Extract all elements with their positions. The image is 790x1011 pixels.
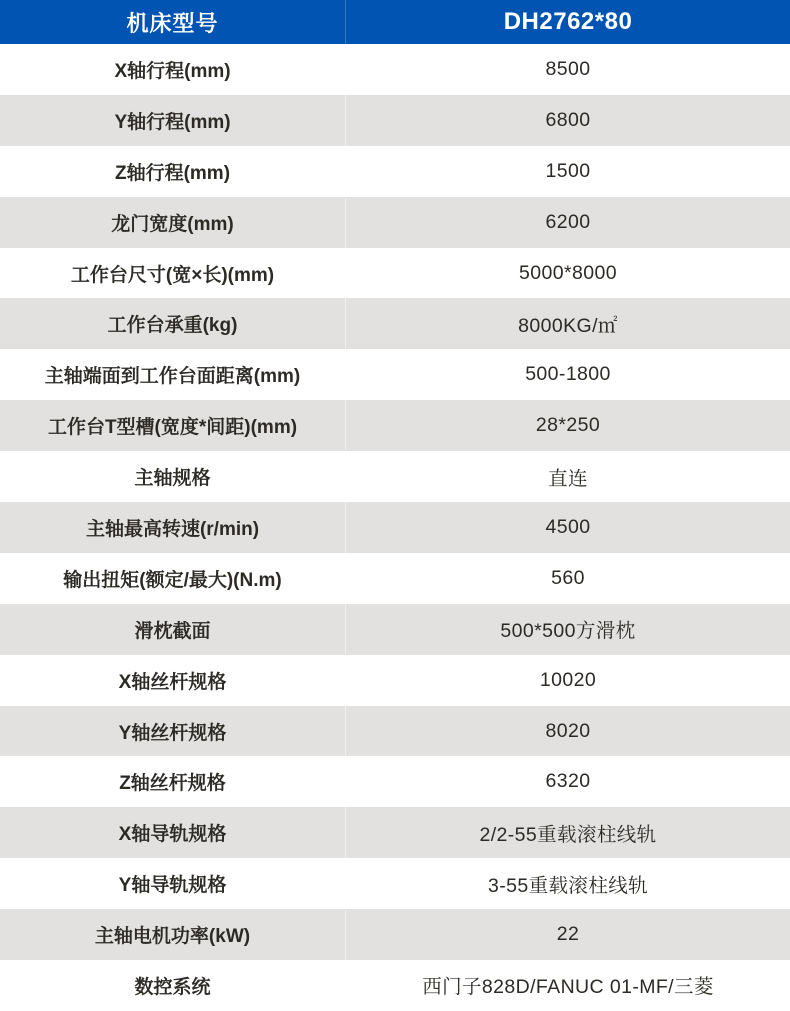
spec-label: Y轴导轨规格	[118, 875, 227, 897]
spec-value: 500*500方滑枕	[345, 604, 790, 655]
spec-label: 工作台承重(kg)	[107, 315, 238, 337]
spec-value: 560	[551, 566, 585, 589]
spec-value: 500-1800	[525, 363, 611, 386]
spec-label: X轴行程(mm)	[114, 60, 231, 82]
spec-label: 输出扭矩(额定/最大)(N.m)	[63, 569, 282, 591]
table-row	[0, 248, 790, 299]
spec-value: 直连	[548, 467, 588, 490]
table-row	[0, 349, 790, 400]
spec-value: 1500	[545, 159, 591, 182]
spec-value: 3-55重载滚柱线轨	[487, 874, 649, 897]
table-row	[0, 655, 790, 706]
spec-label: 工作台尺寸(宽×长)(mm)	[70, 264, 275, 286]
spec-value: 6320	[545, 770, 591, 793]
table-row	[0, 706, 790, 757]
spec-label: Y轴行程(mm)	[114, 111, 231, 133]
header-model-label: 机床型号	[126, 10, 219, 36]
spec-value: 6200	[345, 197, 790, 248]
spec-value: 8000KG/㎡	[345, 298, 790, 349]
spec-label: 龙门宽度(mm)	[111, 213, 234, 235]
header-model-value: DH2762*80	[345, 0, 790, 44]
spec-label: 主轴规格	[134, 468, 211, 490]
spec-label: 主轴端面到工作台面距离(mm)	[44, 366, 301, 388]
table-row	[0, 44, 790, 95]
spec-label: 滑枕截面	[134, 620, 211, 642]
table-row	[0, 298, 790, 349]
spec-value: 8020	[345, 706, 790, 757]
table-row	[0, 553, 790, 604]
spec-label: 工作台T型槽(宽度*间距)(mm)	[47, 417, 298, 439]
spec-value: 西门子828D/FANUC 01-MF/三菱	[422, 976, 714, 999]
table-row	[0, 909, 790, 960]
table-row	[0, 502, 790, 553]
spec-label: 主轴最高转速(r/min)	[85, 518, 260, 540]
table-header-row	[0, 0, 790, 44]
spec-value: 22	[345, 909, 790, 960]
spec-value: 4500	[345, 502, 790, 553]
table-row	[0, 400, 790, 451]
table-row	[0, 451, 790, 502]
table-row	[0, 858, 790, 909]
table-row	[0, 960, 790, 1011]
table-row	[0, 146, 790, 197]
table-row	[0, 604, 790, 655]
spec-label: X轴导轨规格	[118, 824, 227, 846]
table-row	[0, 756, 790, 807]
table-body	[0, 44, 790, 1011]
spec-label: 数控系统	[134, 976, 211, 998]
spec-label: Z轴行程(mm)	[114, 162, 231, 184]
spec-value: 28*250	[345, 400, 790, 451]
spec-label: Z轴丝杆规格	[119, 773, 226, 795]
table-row	[0, 95, 790, 146]
spec-label: X轴丝杆规格	[118, 671, 227, 693]
spec-value: 8500	[545, 57, 591, 80]
table-row	[0, 197, 790, 248]
spec-value: 10020	[539, 668, 597, 691]
table-row	[0, 807, 790, 858]
spec-value: 2/2-55重载滚柱线轨	[345, 807, 790, 858]
spec-value: 5000*8000	[519, 261, 617, 284]
spec-label: 主轴电机功率(kW)	[94, 926, 251, 948]
spec-value: 6800	[345, 95, 790, 146]
spec-label: Y轴丝杆规格	[118, 722, 227, 744]
